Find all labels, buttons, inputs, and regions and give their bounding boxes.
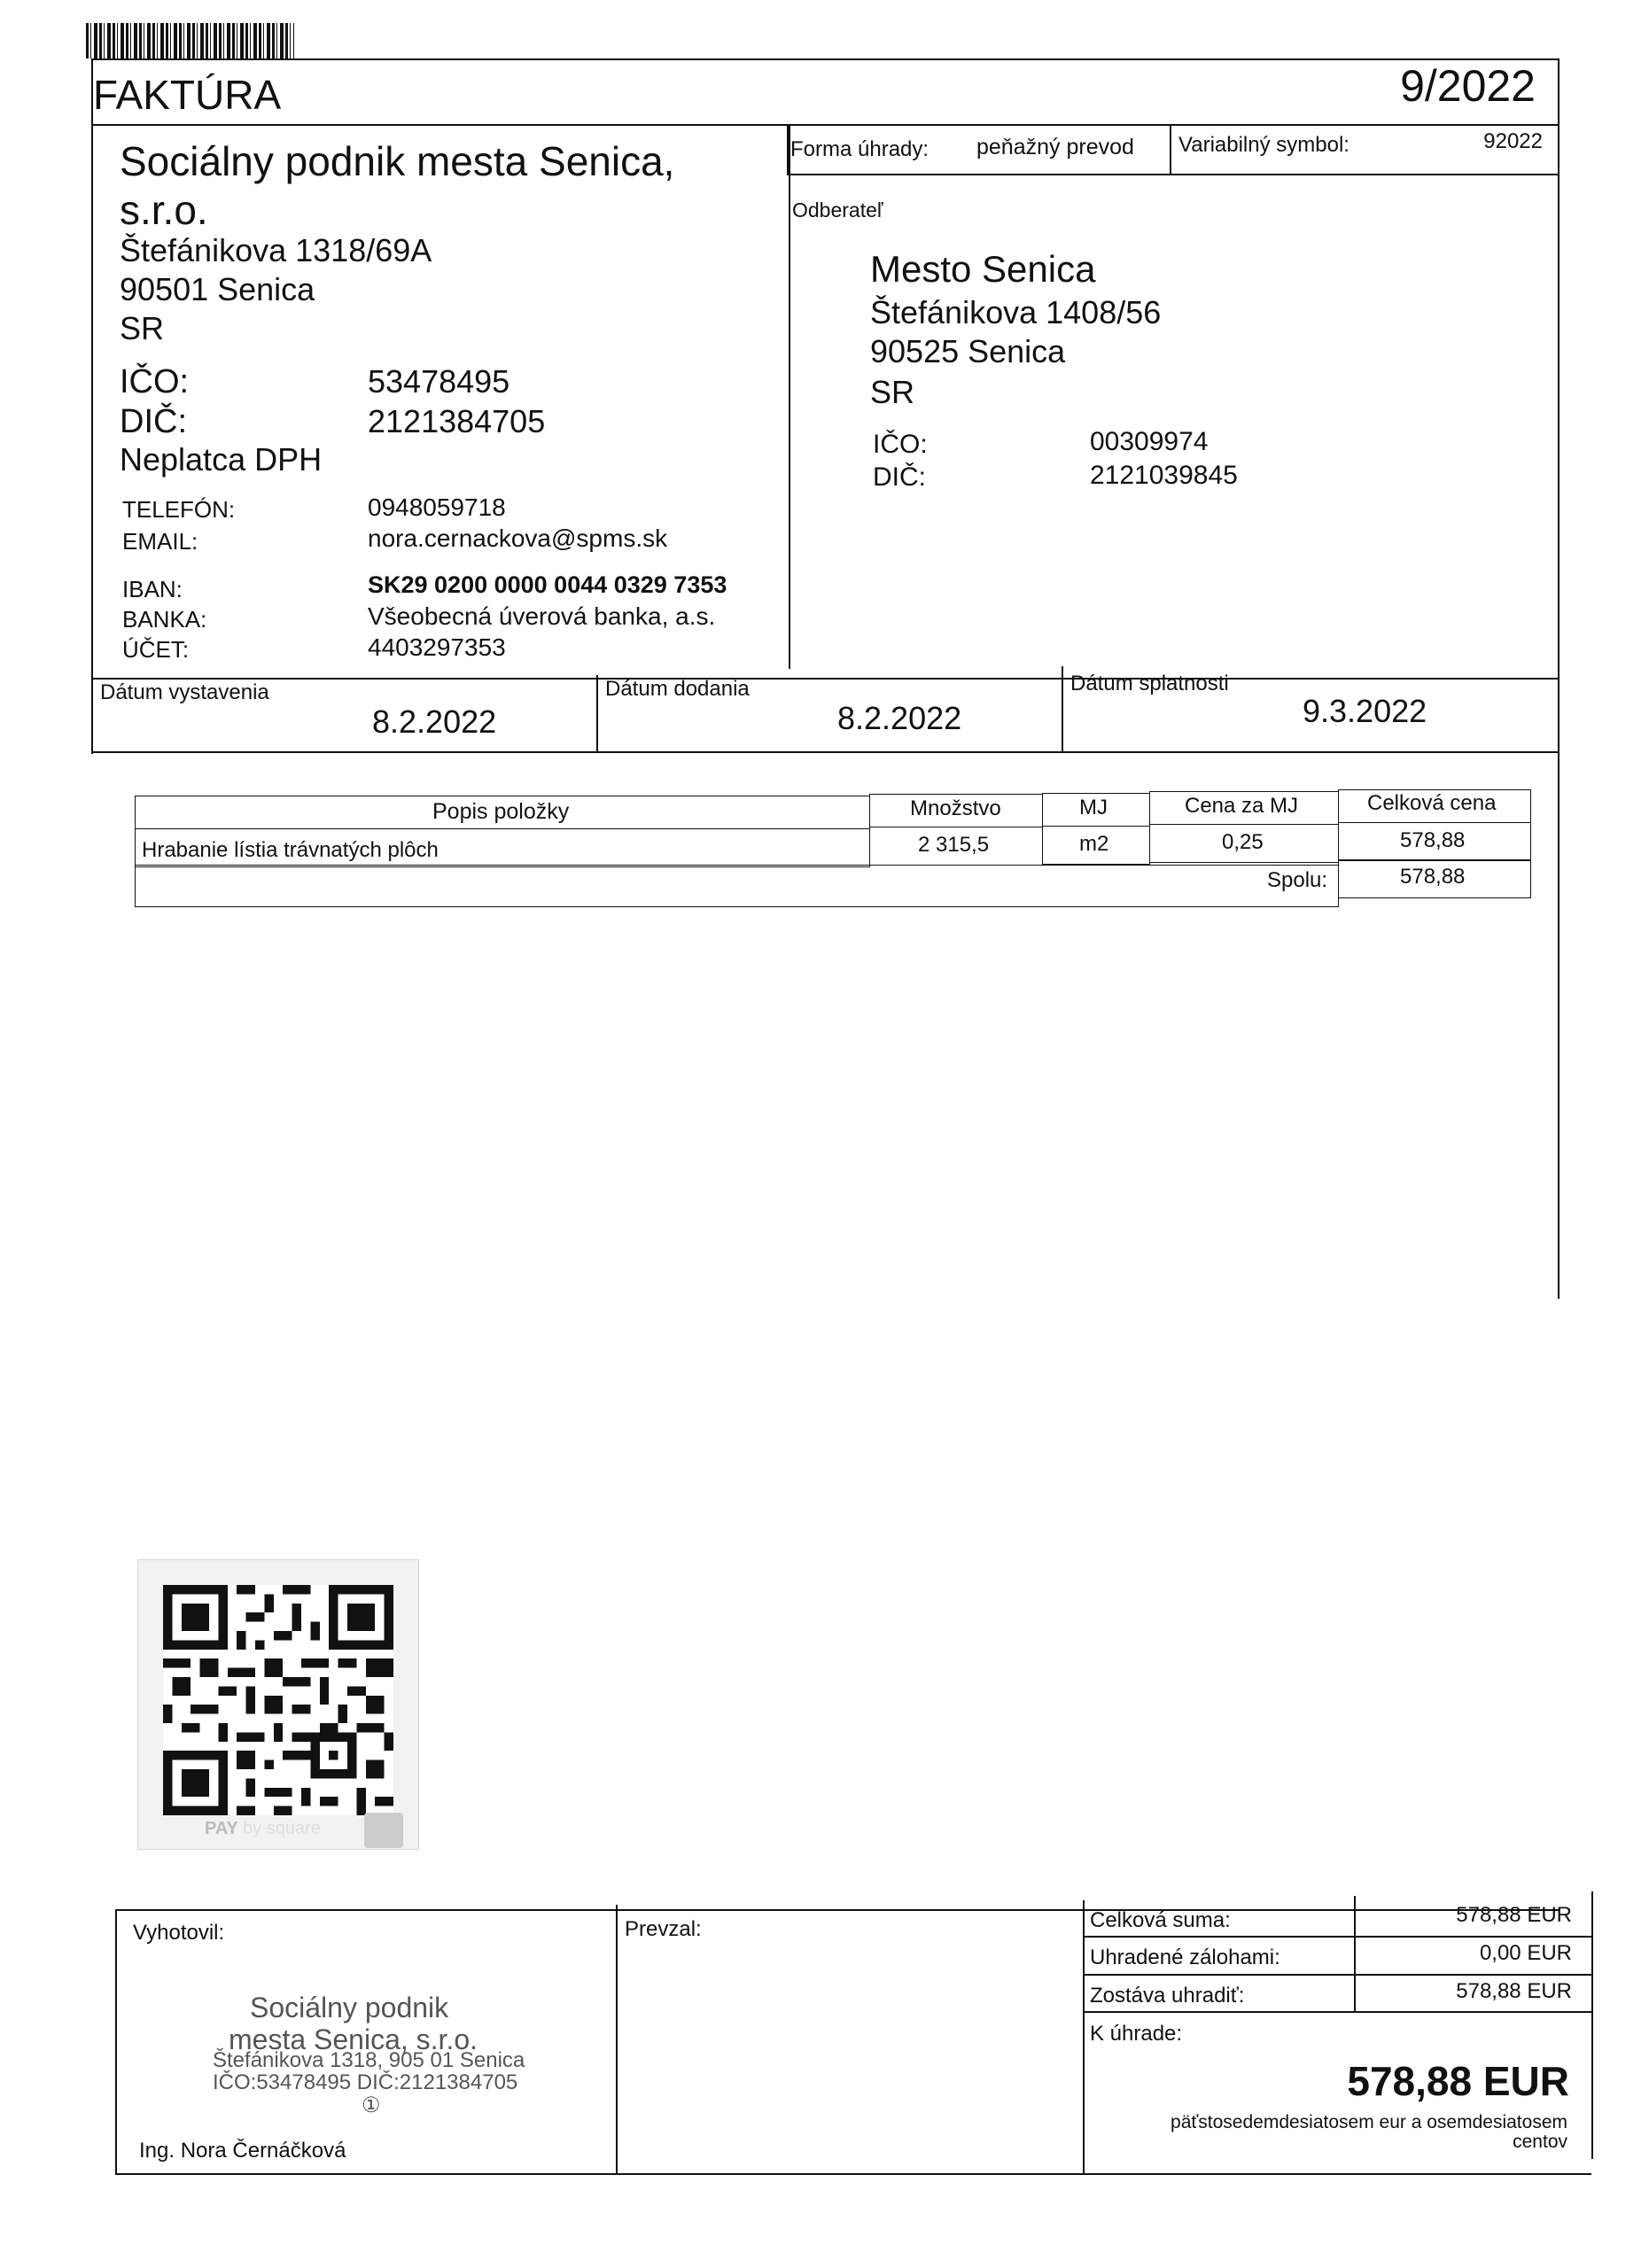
supplier-dic: 2121384705 bbox=[368, 403, 546, 439]
payment-icon bbox=[364, 1813, 403, 1848]
header-unit: MJ bbox=[1079, 796, 1108, 819]
qr-payment-block bbox=[137, 1559, 419, 1850]
delivery-date-label: Dátum dodania bbox=[605, 677, 750, 701]
issuer-name: Ing. Nora Černáčková bbox=[139, 2139, 346, 2163]
supplier-phone: 0948059718 bbox=[368, 493, 506, 521]
table-row-quantity: 2 315,5 bbox=[918, 833, 990, 857]
customer-ico: 00309974 bbox=[1090, 427, 1209, 456]
sum-value: 578,88 bbox=[1400, 865, 1466, 889]
customer-section-label: Odberateľ bbox=[792, 198, 883, 221]
due-date: 9.3.2022 bbox=[1303, 693, 1427, 729]
payment-method-label: Forma úhrady: bbox=[790, 137, 930, 161]
due-date-label: Dátum splatnosti bbox=[1070, 672, 1229, 695]
supplier-iban-label: IBAN: bbox=[122, 576, 183, 602]
header-quantity: Množstvo bbox=[910, 796, 1001, 820]
document-title: FAKTÚRA bbox=[93, 72, 282, 118]
customer-ico-label: IČO: bbox=[873, 430, 928, 459]
amount-in-words-line2: centov bbox=[1513, 2132, 1567, 2152]
supplier-name-line2: s.r.o. bbox=[120, 187, 208, 233]
customer-dic-label: DIČ: bbox=[873, 462, 926, 492]
supplier-country: SR bbox=[120, 310, 165, 346]
issue-date: 8.2.2022 bbox=[372, 703, 497, 740]
variable-symbol: 92022 bbox=[1483, 129, 1543, 153]
supplier-account-label: ÚČET: bbox=[122, 636, 190, 663]
customer-dic: 2121039845 bbox=[1090, 461, 1238, 490]
customer-country: SR bbox=[870, 374, 915, 410]
variable-symbol-label: Variabilný symbol: bbox=[1178, 133, 1350, 157]
delivery-date: 8.2.2022 bbox=[837, 700, 962, 736]
header-total: Celková cena bbox=[1367, 791, 1497, 815]
customer-street: Štefánikova 1408/56 bbox=[870, 294, 1162, 330]
table-row-description: Hrabanie lístia trávnatých plôch bbox=[142, 838, 439, 862]
advances-value: 0,00 EUR bbox=[1479, 1941, 1572, 1965]
sum-label: Spolu: bbox=[1267, 868, 1328, 892]
customer-city: 90525 Senica bbox=[870, 333, 1066, 369]
customer-name: Mesto Senica bbox=[870, 248, 1096, 290]
stamp-line2: mesta Senica, s.r.o. bbox=[229, 2023, 478, 2055]
table-row-unit: m2 bbox=[1079, 832, 1109, 856]
advances-label: Uhradené zálohami: bbox=[1090, 1946, 1280, 1969]
header-description: Popis položky bbox=[432, 799, 570, 824]
supplier-bank-label: BANKA: bbox=[122, 606, 207, 633]
received-by-label: Prevzal: bbox=[625, 1917, 702, 1941]
issue-date-label: Dátum vystavenia bbox=[100, 680, 269, 704]
payment-method: peňažný prevod bbox=[976, 135, 1134, 159]
total-label: Celková suma: bbox=[1090, 1908, 1231, 1932]
stamp-line3: Štefánikova 1318, 905 01 Senica bbox=[213, 2048, 525, 2072]
qr-pay-label: PAY by square bbox=[205, 1819, 321, 1838]
supplier-street: Štefánikova 1318/69A bbox=[120, 232, 432, 268]
table-row-unit-price: 0,25 bbox=[1222, 830, 1264, 854]
barcode bbox=[86, 23, 294, 58]
supplier-ico: 53478495 bbox=[368, 363, 510, 400]
header-unit-price: Cena za MJ bbox=[1185, 794, 1299, 818]
supplier-email-label: EMAIL: bbox=[122, 528, 198, 555]
stamp-line1: Sociálny podnik bbox=[250, 1992, 449, 2023]
table-row-total: 578,88 bbox=[1400, 828, 1466, 852]
document-number: 9/2022 bbox=[1400, 61, 1536, 111]
stamp-line4: IČO:53478495 DIČ:2121384705 bbox=[213, 2070, 518, 2094]
supplier-phone-label: TELEFÓN: bbox=[122, 496, 236, 523]
supplier-bank: Všeobecná úverová banka, a.s. bbox=[368, 602, 716, 630]
supplier-vat-status: Neplatca DPH bbox=[120, 441, 323, 478]
amount-in-words-line1: päťstosedemdesiatosem eur a osemdesiatosem bbox=[1171, 2112, 1567, 2132]
due-amount-label: K úhrade: bbox=[1090, 2022, 1183, 2046]
total-value: 578,88 EUR bbox=[1456, 1903, 1572, 1927]
issued-by-label: Vyhotovil: bbox=[133, 1921, 225, 1945]
stamp-mark: ① bbox=[362, 2093, 381, 2117]
remaining-value: 578,88 EUR bbox=[1456, 1979, 1572, 2003]
supplier-iban: SK29 0200 0000 0044 0329 7353 bbox=[368, 571, 727, 598]
supplier-ico-label: IČO: bbox=[120, 363, 190, 400]
due-amount: 578,88 EUR bbox=[1347, 2058, 1569, 2104]
qr-code-icon bbox=[163, 1585, 393, 1815]
supplier-account: 4403297353 bbox=[368, 633, 506, 661]
supplier-email: nora.cernackova@spms.sk bbox=[368, 524, 668, 552]
remaining-label: Zostáva uhradiť: bbox=[1090, 1984, 1245, 2008]
supplier-dic-label: DIČ: bbox=[120, 403, 187, 440]
supplier-city: 90501 Senica bbox=[120, 271, 315, 307]
invoice-frame bbox=[91, 58, 1560, 1800]
supplier-name-line1: Sociálny podnik mesta Senica, bbox=[120, 138, 675, 184]
